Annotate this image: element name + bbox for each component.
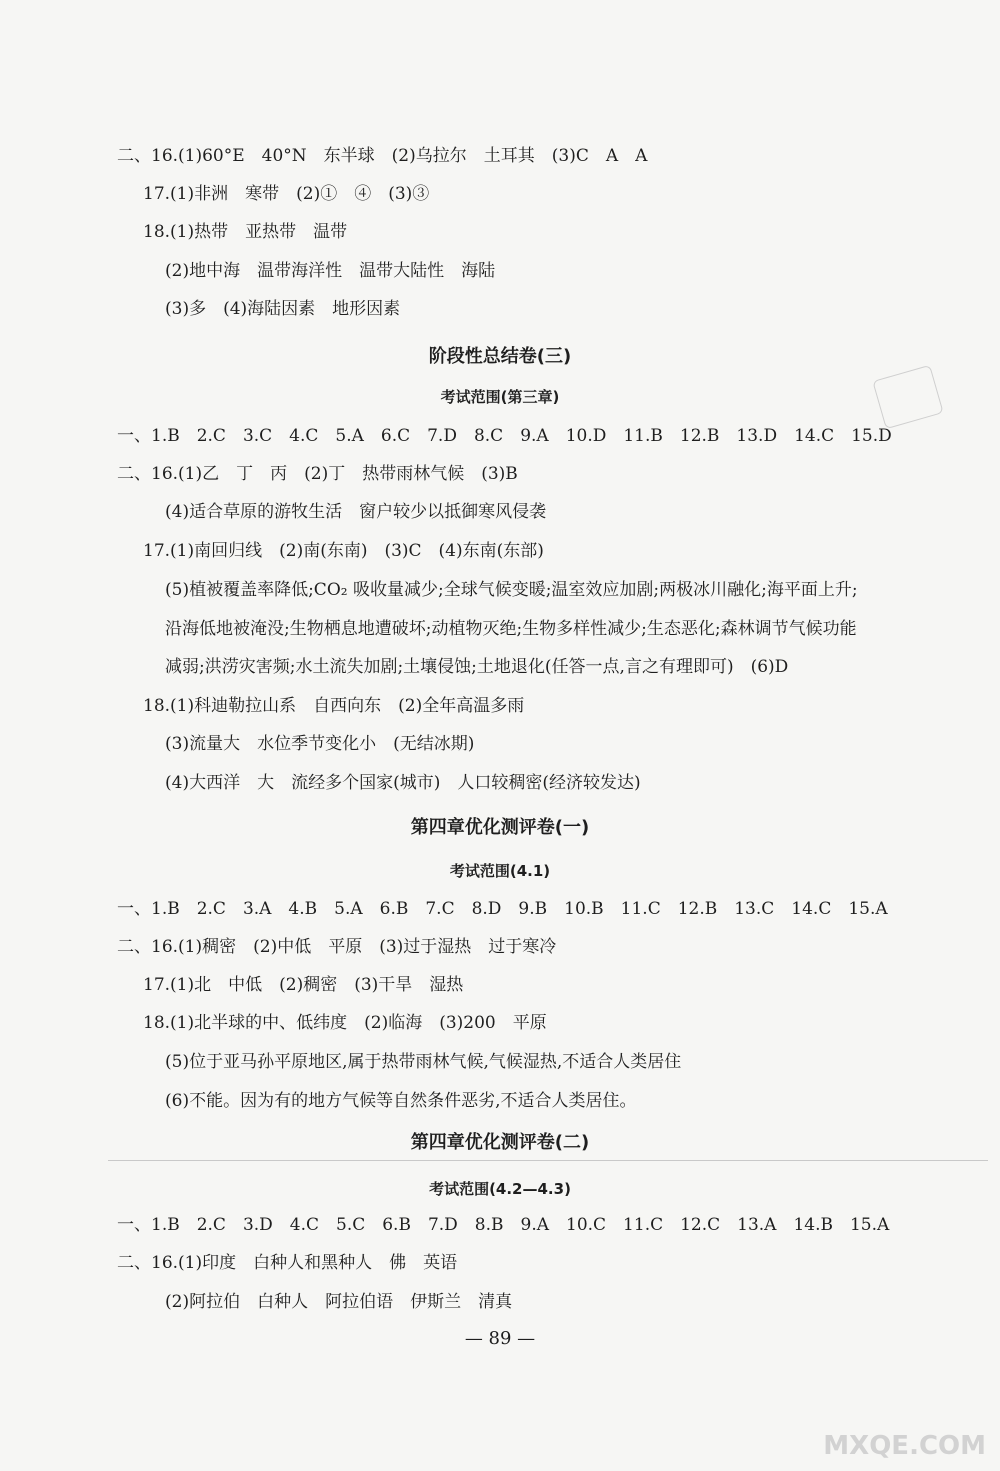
page-number: — 89 —	[464, 1328, 536, 1349]
answer-line: 18.(1)北半球的中、低纬度 (2)临海 (3)200 平原	[143, 1013, 547, 1033]
answer-line: 二、16.(1)乙 丁 丙 (2)丁 热带雨林气候 (3)B	[117, 464, 518, 484]
answer-line: 二、16.(1)稠密 (2)中低 平原 (3)过于湿热 过于寒冷	[117, 937, 557, 957]
answer-line: 一、1.B 2.C 3.A 4.B 5.A 6.B 7.C 8.D 9.B 10.B 11.C 12.B 13.C 14.C 15.A	[117, 899, 888, 919]
answer-line: 17.(1)北 中低 (2)稠密 (3)干旱 湿热	[143, 975, 464, 995]
answer-line: 18.(1)科迪勒拉山系 自西向东 (2)全年高温多雨	[143, 696, 525, 716]
answer-line: 二、16.(1)印度 白种人和黑种人 佛 英语	[117, 1253, 458, 1273]
watermark: MXQE.COM	[823, 1431, 986, 1461]
section-scope: 考试范围(第三章)	[440, 388, 560, 406]
answer-line: 17.(1)非洲 寒带 (2)① ④ (3)③	[143, 184, 430, 204]
section-title: 阶段性总结卷(三)	[428, 346, 572, 367]
answer-line: 减弱;洪涝灾害频;水土流失加剧;土壤侵蚀;土地退化(任答一点,言之有理即可) (6)D	[165, 657, 789, 677]
answer-line: (4)适合草原的游牧生活 窗户较少以抵御寒风侵袭	[165, 502, 547, 522]
answer-line: 二、16.(1)60°E 40°N 东半球 (2)乌拉尔 土耳其 (3)C A A	[117, 146, 648, 166]
answer-line: 一、1.B 2.C 3.D 4.C 5.C 6.B 7.D 8.B 9.A 10.C 11.C 12.C 13.A 14.B 15.A	[117, 1215, 890, 1235]
answer-line: (5)位于亚马孙平原地区,属于热带雨林气候,气候湿热,不适合人类居住	[165, 1052, 682, 1072]
answer-line: (4)大西洋 大 流经多个国家(城市) 人口较稠密(经济较发达)	[165, 773, 641, 793]
answer-line: (5)植被覆盖率降低;CO₂ 吸收量减少;全球气候变暖;温室效应加剧;两极冰川融化;海平面上升;	[165, 580, 858, 600]
answer-line: (3)多 (4)海陆因素 地形因素	[165, 299, 401, 319]
answer-line: (2)地中海 温带海洋性 温带大陆性 海陆	[165, 261, 496, 281]
answer-line: 17.(1)南回归线 (2)南(东南) (3)C (4)东南(东部)	[143, 541, 544, 561]
answer-line: (2)阿拉伯 白种人 阿拉伯语 伊斯兰 清真	[165, 1292, 513, 1312]
section-title: 第四章优化测评卷(二)	[410, 1132, 590, 1153]
section-scope: 考试范围(4.1)	[449, 862, 551, 880]
section-title: 第四章优化测评卷(一)	[410, 817, 590, 838]
answer-line: 沿海低地被淹没;生物栖息地遭破坏;动植物灭绝;生物多样性减少;生态恶化;森林调节气候功能	[165, 619, 857, 639]
divider	[108, 1160, 988, 1161]
answer-line: (6)不能。因为有的地方气候等自然条件恶劣,不适合人类居住。	[165, 1091, 637, 1111]
answer-line: (3)流量大 水位季节变化小 (无结冰期)	[165, 734, 475, 754]
answer-line: 18.(1)热带 亚热带 温带	[143, 222, 348, 242]
answer-line: 一、1.B 2.C 3.C 4.C 5.A 6.C 7.D 8.C 9.A 10.D 11.B 12.B 13.D 14.C 15.D	[117, 426, 892, 446]
section-scope: 考试范围(4.2—4.3)	[429, 1180, 571, 1198]
